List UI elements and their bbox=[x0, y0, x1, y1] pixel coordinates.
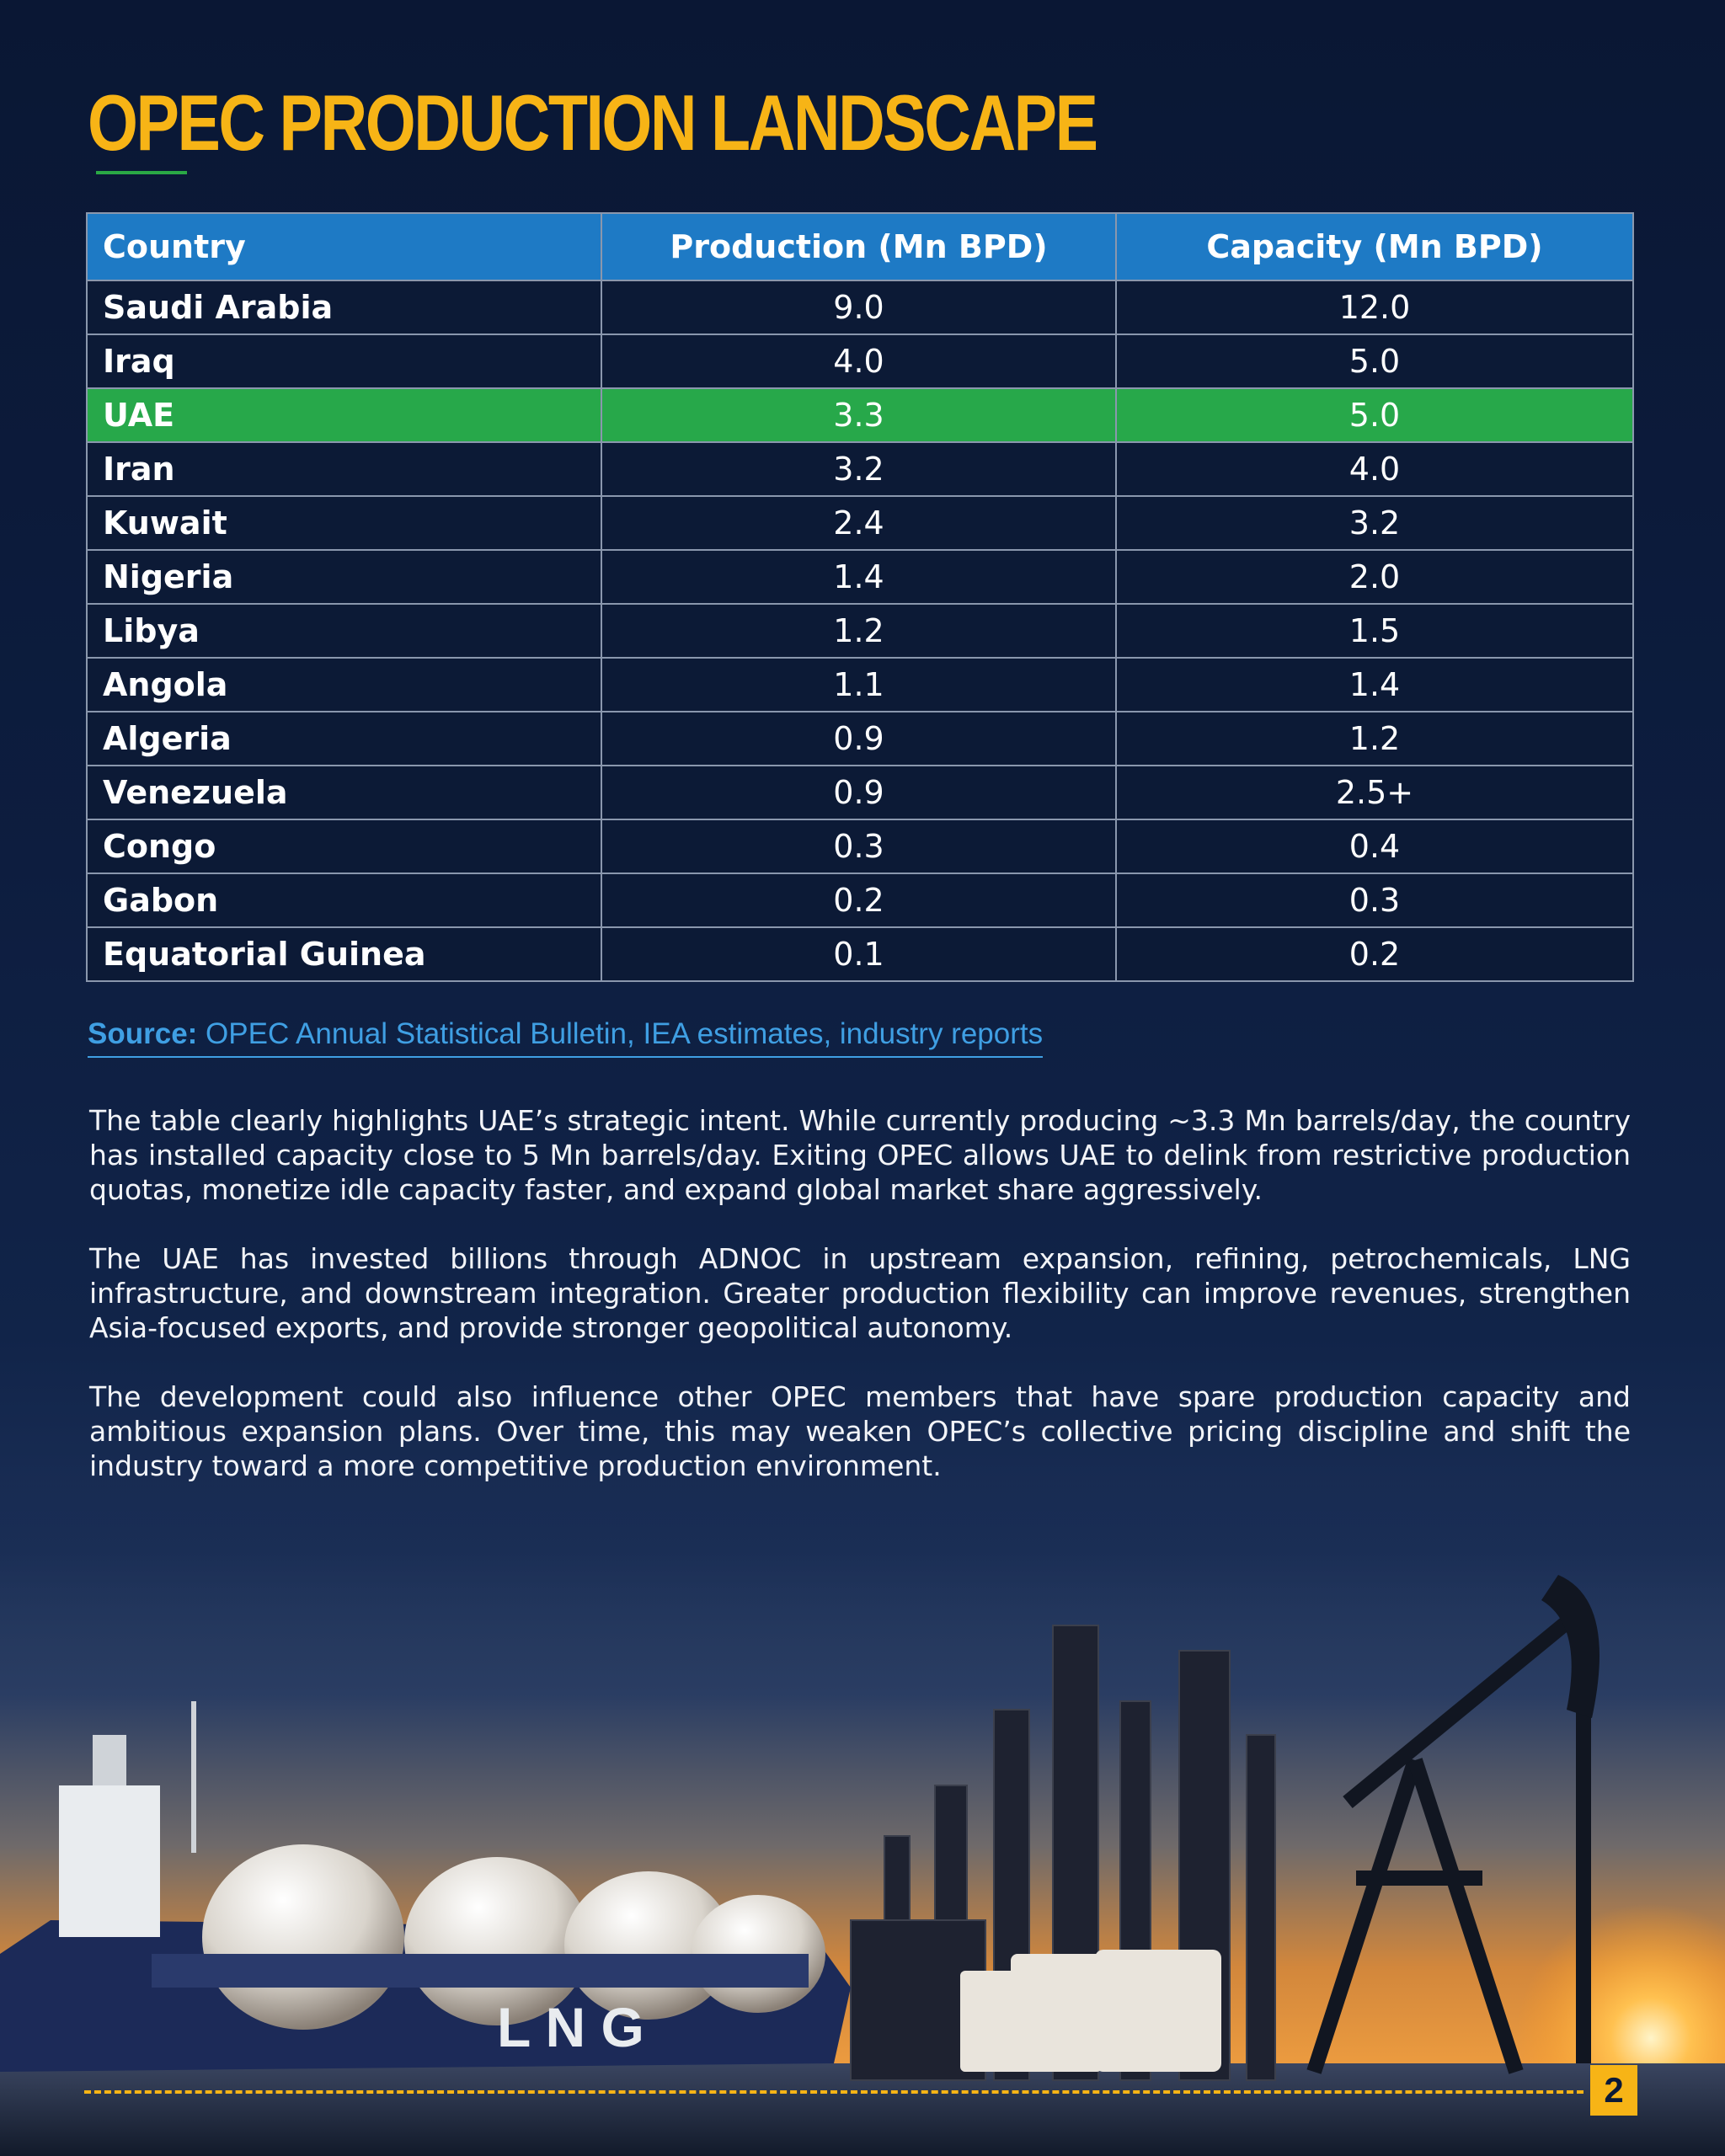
country-cell: Venezuela bbox=[87, 766, 601, 819]
capacity-cell: 0.2 bbox=[1116, 927, 1633, 981]
table-row-highlighted bbox=[87, 388, 1633, 442]
production-cell: 4.0 bbox=[601, 334, 1116, 388]
title-underline bbox=[96, 171, 187, 174]
ship-lng-label: L N G bbox=[497, 1996, 644, 2058]
opec-production-table bbox=[86, 212, 1634, 982]
capacity-cell: 0.4 bbox=[1116, 819, 1633, 873]
production-cell: 9.0 bbox=[601, 280, 1116, 334]
page-title: OPEC PRODUCTION LANDSCAPE bbox=[88, 78, 1097, 167]
header-production: Production (Mn BPD) bbox=[601, 213, 1116, 280]
table-row bbox=[87, 604, 1633, 658]
production-cell: 1.1 bbox=[601, 658, 1116, 712]
lng-refinery-illustration bbox=[0, 1482, 1725, 2156]
production-cell: 2.4 bbox=[601, 496, 1116, 550]
capacity-cell: 1.2 bbox=[1116, 712, 1633, 766]
country-cell: Algeria bbox=[87, 712, 601, 766]
country-cell: Iran bbox=[87, 442, 601, 496]
production-cell: 1.4 bbox=[601, 550, 1116, 604]
table-row bbox=[87, 873, 1633, 927]
source-label: Source: bbox=[88, 1017, 198, 1050]
country-cell: Gabon bbox=[87, 873, 601, 927]
country-cell: Congo bbox=[87, 819, 601, 873]
source-citation bbox=[88, 1017, 1043, 1058]
production-cell: 0.1 bbox=[601, 927, 1116, 981]
capacity-cell: 2.0 bbox=[1116, 550, 1633, 604]
capacity-cell: 3.2 bbox=[1116, 496, 1633, 550]
country-cell: Saudi Arabia bbox=[87, 280, 601, 334]
body-paragraph: The development could also influence other OPEC members that have spare production capacity and ambitious expansion plans. Over time, this may weaken OPEC’s collective pricing discipline and shift the industry toward a more competitive production environment. bbox=[89, 1380, 1631, 1482]
footer-dashed-line bbox=[84, 2090, 1583, 2094]
table-row bbox=[87, 819, 1633, 873]
table-row bbox=[87, 496, 1633, 550]
production-cell: 3.3 bbox=[601, 388, 1116, 442]
table-row bbox=[87, 550, 1633, 604]
body-paragraph: The table clearly highlights UAE’s strategic intent. While currently producing ~3.3 Mn barrels/day, the country has installed capacity close to 5 Mn barrels/day. Exiting OPEC allows UAE to delink from restrictive production quotas, monetize idle capacity faster, and expand global market share aggressively. bbox=[89, 1104, 1631, 1206]
table-row bbox=[87, 658, 1633, 712]
country-cell: Iraq bbox=[87, 334, 601, 388]
production-cell: 3.2 bbox=[601, 442, 1116, 496]
capacity-cell: 5.0 bbox=[1116, 334, 1633, 388]
page-number: 2 bbox=[1590, 2065, 1637, 2116]
capacity-cell: 1.4 bbox=[1116, 658, 1633, 712]
header-country: Country bbox=[87, 213, 601, 280]
production-cell: 0.2 bbox=[601, 873, 1116, 927]
capacity-cell: 0.3 bbox=[1116, 873, 1633, 927]
production-cell: 0.9 bbox=[601, 766, 1116, 819]
table-row bbox=[87, 927, 1633, 981]
country-cell: Equatorial Guinea bbox=[87, 927, 601, 981]
table-row bbox=[87, 280, 1633, 334]
table-row bbox=[87, 766, 1633, 819]
country-cell: Angola bbox=[87, 658, 601, 712]
table-header-row bbox=[87, 213, 1633, 280]
capacity-cell: 2.5+ bbox=[1116, 766, 1633, 819]
country-cell: Libya bbox=[87, 604, 601, 658]
capacity-cell: 1.5 bbox=[1116, 604, 1633, 658]
body-paragraph: The UAE has invested billions through ADNOC in upstream expansion, refining, petrochemicals, LNG infrastructure, and downstream integration. Greater production flexibility can improve revenues, strengthen Asia-focused exports, and provide stronger geopolitical autonomy. bbox=[89, 1242, 1631, 1344]
table-row bbox=[87, 712, 1633, 766]
country-cell: Nigeria bbox=[87, 550, 601, 604]
country-cell: Kuwait bbox=[87, 496, 601, 550]
table-row bbox=[87, 334, 1633, 388]
country-cell: UAE bbox=[87, 388, 601, 442]
table-row bbox=[87, 442, 1633, 496]
capacity-cell: 5.0 bbox=[1116, 388, 1633, 442]
production-cell: 0.9 bbox=[601, 712, 1116, 766]
header-capacity: Capacity (Mn BPD) bbox=[1116, 213, 1633, 280]
production-cell: 1.2 bbox=[601, 604, 1116, 658]
production-cell: 0.3 bbox=[601, 819, 1116, 873]
capacity-cell: 12.0 bbox=[1116, 280, 1633, 334]
source-text: OPEC Annual Statistical Bulletin, IEA estimates, industry reports bbox=[197, 1017, 1044, 1050]
capacity-cell: 4.0 bbox=[1116, 442, 1633, 496]
